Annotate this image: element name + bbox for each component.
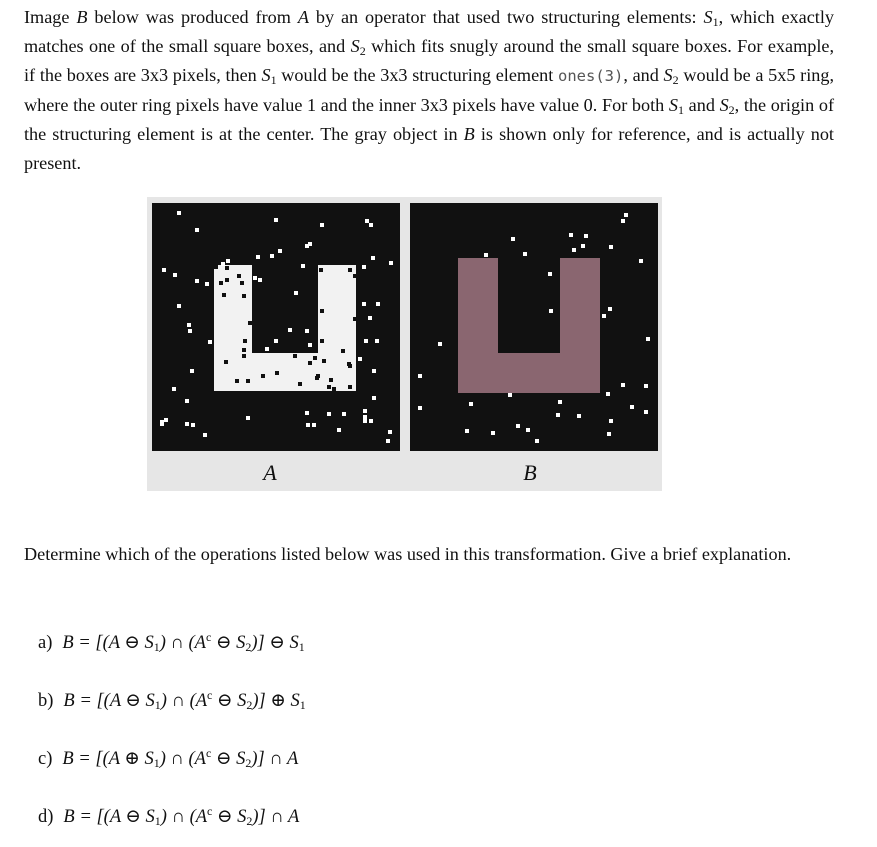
noise-square [469,402,473,406]
noise-hole [243,339,247,343]
noise-square [418,406,422,410]
noise-square [621,383,625,387]
noise-square [308,242,312,246]
noise-square [308,343,312,347]
noise-square [369,223,373,227]
noise-hole [298,382,302,386]
noise-square [508,393,512,397]
noise-square [187,323,191,327]
noise-square [246,416,250,420]
noise-square [608,307,612,311]
noise-square [375,339,379,343]
option-b: b) B = [(A ⊖ $S_1$) ∩ ($A^c$ ⊖ $S_2$)] ⊕ $S_1$ [38,687,306,712]
noise-square [278,249,282,253]
noise-square [173,273,177,277]
intro-paragraph: Image B below was produced from A by an operator that used two structuring elements: $S_1$, which exactly matches one of the small square boxes, and $S_2$ which fits snugly around the small square boxes. For example, if the boxes are 3x3 pixels, then $S_1$ would be the 3x3 structuring element ones(3), and $S_2$ would be a 5x5 ring, where the outer ring pixels have value 1 and the inner 3x3 pixels have value 0. For both $S_1$ and $S_2$, the origin of the structuring element is at the center. The gray object in B is shown only for reference, and is actually not present. [24,7,835,173]
noise-hole [353,274,357,278]
noise-square [602,314,606,318]
noise-square [363,409,367,413]
noise-square [177,304,181,308]
noise-square [523,252,527,256]
noise-hole [224,360,228,364]
noise-hole [248,321,252,325]
noise-hole [219,281,223,285]
noise-square [363,415,367,419]
noise-square [258,278,262,282]
noise-square [362,302,366,306]
noise-hole [237,274,241,278]
noise-square [526,428,530,432]
noise-square [418,374,422,378]
noise-square [195,228,199,232]
noise-square [177,211,181,215]
noise-hole [313,356,317,360]
noise-hole [319,268,323,272]
noise-square [362,265,366,269]
noise-square [164,418,168,422]
option-c: c) B = [(A ⊕ $S_1$) ∩ ($A^c$ ⊖ $S_2$)] ∩ A [38,745,299,770]
noise-square [584,234,588,238]
noise-square [569,233,573,237]
noise-square [274,218,278,222]
noise-square [646,337,650,341]
noise-square [644,410,648,414]
noise-square [581,244,585,248]
noise-square [320,223,324,227]
noise-hole [329,378,333,382]
noise-hole [348,268,352,272]
noise-square [372,369,376,373]
noise-hole [308,361,312,365]
noise-square [484,253,488,257]
noise-hole [341,349,345,353]
noise-square [630,405,634,409]
noise-square [253,276,257,280]
noise-square [185,399,189,403]
noise-square [305,329,309,333]
noise-square [516,424,520,428]
noise-square [256,255,260,259]
noise-square [639,259,643,263]
noise-square [606,392,610,396]
option-a: a) B = [(A ⊖ $S_1$) ∩ ($A^c$ ⊖ $S_2$)] ⊖ $S_1$ [38,629,305,654]
noise-hole [327,385,331,389]
noise-hole [320,339,324,343]
noise-square [312,423,316,427]
noise-square [306,423,310,427]
noise-square [188,329,192,333]
noise-hole [316,374,320,378]
noise-hole [242,354,246,358]
noise-square [203,433,207,437]
noise-square [558,400,562,404]
noise-square [388,430,392,434]
caption-a: A [263,460,277,485]
noise-square [205,282,209,286]
noise-square [190,369,194,373]
noise-hole [293,354,297,358]
noise-square [624,213,628,217]
noise-square [265,347,269,351]
noise-square [305,411,309,415]
caption-b: B [523,460,537,485]
noise-square [185,422,189,426]
noise-square [535,439,539,443]
noise-square [438,342,442,346]
noise-hole [347,362,351,366]
noise-hole [225,266,229,270]
noise-square [491,431,495,435]
noise-hole [246,379,250,383]
noise-hole [322,359,326,363]
noise-square [162,268,166,272]
code-ones: ones(3) [558,67,624,85]
noise-square [549,309,553,313]
image-a [152,203,400,451]
noise-hole [242,348,246,352]
figure [147,197,662,491]
noise-square [274,339,278,343]
noise-square [337,428,341,432]
noise-square [644,384,648,388]
noise-square [342,412,346,416]
noise-square [288,328,292,332]
noise-square [364,339,368,343]
noise-square [572,248,576,252]
noise-square [369,419,373,423]
noise-hole [332,387,336,391]
noise-square [195,279,199,283]
noise-square [363,419,367,423]
noise-square [172,387,176,391]
question-text: Determine which of the operations listed below was used in this transformation. Give a brief explanation. [24,544,792,564]
noise-square [607,432,611,436]
noise-square [609,245,613,249]
noise-hole [348,385,352,389]
noise-square [368,316,372,320]
noise-hole [240,281,244,285]
noise-square [358,357,362,361]
noise-hole [235,379,239,383]
noise-hole [242,294,246,298]
noise-square [208,340,212,344]
noise-square [389,261,393,265]
noise-square [226,259,230,263]
noise-square [372,396,376,400]
noise-square [371,256,375,260]
noise-square [465,429,469,433]
image-b [410,203,658,451]
option-d: d) B = [(A ⊖ $S_1$) ∩ ($A^c$ ⊖ $S_2$)] ∩ A [38,803,300,828]
noise-square [270,254,274,258]
noise-square [160,420,164,424]
noise-square [301,264,305,268]
noise-hole [214,265,218,269]
noise-square [556,413,560,417]
noise-square [621,219,625,223]
noise-hole [320,309,324,313]
noise-hole [275,371,279,375]
noise-square [548,272,552,276]
noise-square [376,302,380,306]
noise-square [386,439,390,443]
noise-square [221,262,225,266]
noise-square [609,419,613,423]
noise-hole [225,278,229,282]
noise-square [191,423,195,427]
noise-square [294,291,298,295]
noise-square [511,237,515,241]
noise-square [365,219,369,223]
noise-hole [353,317,357,321]
noise-hole [261,374,265,378]
noise-square [577,414,581,418]
noise-hole [222,293,226,297]
noise-square [327,412,331,416]
